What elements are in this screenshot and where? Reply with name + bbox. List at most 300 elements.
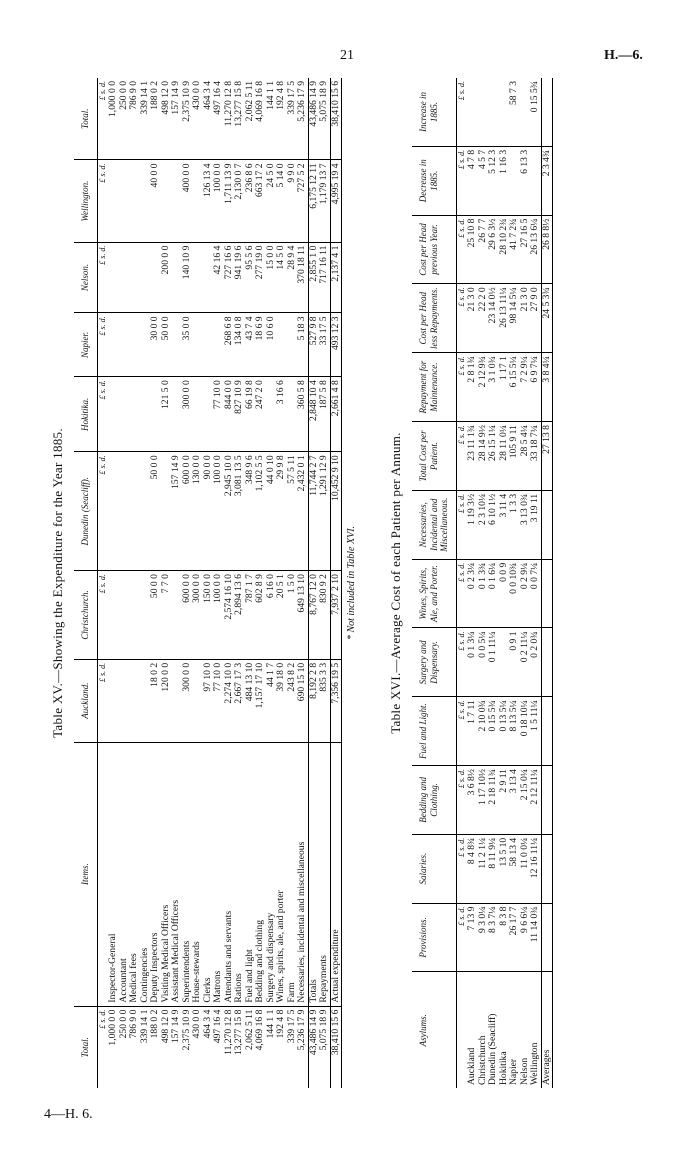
cell-value: 9 3 0¼ <box>478 903 489 972</box>
cell-value: 29 6 3½ <box>488 215 499 284</box>
cell-value: 3 13 4 <box>509 766 520 835</box>
cell-value: 786 9 0 <box>129 78 140 160</box>
cell-value: 250 0 0 <box>117 1009 129 1039</box>
cell-value: 192 4 8 <box>276 78 287 160</box>
lsd-label: £ s. d. <box>456 146 467 215</box>
cell-value: 6 10 1½ <box>488 490 499 559</box>
cell-value: 105 9 11 <box>509 422 520 491</box>
cell-value: 835 3 3 <box>319 659 330 742</box>
cell-value: 1,711 13 9 <box>224 160 235 242</box>
cell-value <box>129 659 140 742</box>
row-label: Necessaries, incidental and miscellaneous <box>297 742 308 1006</box>
cell-value <box>530 146 541 215</box>
cell-value: 3 8 4¼ <box>541 353 553 422</box>
table-xv-note: * Not included in Table XVI. <box>346 525 357 641</box>
cell-value: 1 3 3 <box>509 490 520 559</box>
table-row <box>276 78 287 1088</box>
lsd-label: £ s. d. <box>456 697 467 766</box>
cell-value: 268 6 8 <box>224 313 235 377</box>
cell-value <box>171 242 182 313</box>
cell-value: 600 0 0 <box>182 571 193 660</box>
table-xv <box>50 78 367 1088</box>
cell-value <box>192 242 203 313</box>
column-header: Wines, Spirits, Ale, and Porter. <box>412 559 456 628</box>
cell-value: 2 3 10¼ <box>478 490 489 559</box>
lsd-label: £ s. d. <box>97 78 108 160</box>
table-row <box>488 78 499 1088</box>
cell-value: 827 10 9 <box>234 377 245 452</box>
cell-value: 0 1 11¼ <box>488 628 499 697</box>
cell-value: 1 5 0 <box>287 571 298 660</box>
row-label: Hokitika <box>497 1051 509 1085</box>
cell-value: 4 5 7 <box>478 146 489 215</box>
cell-value: 30 0 0 <box>150 313 161 377</box>
cell-value: 28 11 0¼ <box>499 422 510 491</box>
table-row <box>467 78 478 1088</box>
lsd-label: £ s. d. <box>456 766 467 835</box>
cell-value <box>129 377 140 452</box>
cell-value <box>541 490 553 559</box>
cell-value: 2 9 11 <box>499 766 510 835</box>
column-header: Provisions. <box>412 903 456 972</box>
cell-value: 0 0 10¾ <box>509 559 520 628</box>
cell-value <box>140 242 151 313</box>
cell-value: 27 13 8 <box>541 422 553 491</box>
cell-value: 2 3 4¾ <box>541 146 553 215</box>
cell-value <box>108 571 119 660</box>
cell-value: 7,937 2 10 <box>330 571 342 660</box>
cell-value: 250 0 0 <box>119 78 130 160</box>
cell-value: 6 16 0 <box>266 571 277 660</box>
cell-value: 600 0 0 <box>182 452 193 571</box>
cell-value <box>541 903 553 972</box>
cell-value: 786 9 0 <box>128 1009 139 1039</box>
cell-value: 5,236 17 9 <box>297 78 308 160</box>
cell-value: 2 10 0¾ <box>478 697 489 766</box>
cell-value: 2,894 13 6 <box>234 571 245 660</box>
cell-value <box>119 377 130 452</box>
cell-value: 157 14 9 <box>170 1009 181 1044</box>
cell-value: 28 9 4 <box>287 242 298 313</box>
cell-value: 3 16 6 <box>276 377 287 452</box>
cell-value: 44 1 7 <box>266 659 277 742</box>
row-label: Napier <box>508 1058 519 1085</box>
cell-value: 188 0 2 <box>150 78 161 160</box>
cell-value: 4,069 16 8 <box>254 1009 265 1051</box>
column-header: Auckland. <box>74 659 97 742</box>
lsd-label: £ s. d. <box>456 628 467 697</box>
cell-value: 157 14 9 <box>171 78 182 160</box>
cell-value: 8 4 8¾ <box>467 834 478 903</box>
cell-value: 57 5 11 <box>287 452 298 571</box>
column-header: Napier. <box>74 313 97 377</box>
cell-value: 0 1 3¾ <box>478 559 489 628</box>
cell-value: 464 3 4 <box>203 78 214 160</box>
cell-value: 8 11 9¼ <box>488 834 499 903</box>
cell-value: 348 9 6 <box>245 452 256 571</box>
cell-value: 602 8 9 <box>255 571 266 660</box>
lsd-label: £ s. d. <box>97 1009 107 1029</box>
cell-value <box>541 78 553 146</box>
cell-value: 1 7 11 <box>467 697 478 766</box>
table-row <box>129 78 140 1088</box>
cell-value: 2,661 4 8 <box>330 377 342 452</box>
lsd-label: £ s. d. <box>97 659 108 742</box>
cell-value <box>129 242 140 313</box>
cell-value: 5,236 17 9 <box>296 1009 307 1051</box>
column-header: Repayment for Maintenance. <box>412 353 456 422</box>
cell-value: 2,375 10 9 <box>182 78 193 160</box>
cell-value: 58 7 3 <box>509 78 520 146</box>
row-label: Accountant <box>119 742 130 1006</box>
cell-value: 33 18 7¼ <box>530 422 541 491</box>
cell-value: 2,855 1 0 <box>308 242 319 313</box>
cell-value <box>203 313 214 377</box>
cell-value <box>108 160 119 242</box>
cell-value: 1 17 1 <box>499 353 510 422</box>
expenditure-table <box>74 78 342 1088</box>
cell-value: 1,179 13 7 <box>319 160 330 242</box>
cell-value <box>119 242 130 313</box>
column-header: Cost per Head previous Year. <box>412 215 456 284</box>
cell-value: 43,486 14 9 <box>308 78 319 160</box>
cell-value: 20 5 1 <box>276 571 287 660</box>
table-row <box>150 78 161 1088</box>
cell-value: 6 15 5¼ <box>509 353 520 422</box>
cell-value: 430 0 0 <box>192 78 203 160</box>
cell-value: 1 19 3½ <box>467 490 478 559</box>
cell-value: 21 3 0 <box>520 284 531 353</box>
cell-value: 498 12 0 <box>161 78 172 160</box>
cell-value: 497 16 4 <box>212 1009 223 1044</box>
cell-value: 144 1 1 <box>266 78 277 160</box>
table-xvi <box>388 78 553 1088</box>
cell-value: 25 10 8 <box>467 215 478 284</box>
cell-value: 43 7 4 <box>245 313 256 377</box>
cell-value: 4 7 8 <box>467 146 478 215</box>
cell-value: 35 0 0 <box>182 313 193 377</box>
cell-value: 77 10 0 <box>213 377 224 452</box>
cell-value: 27 9 0 <box>530 284 541 353</box>
row-label: Attendants and servants <box>224 742 235 1006</box>
table-xvi-title: Table XVI.—Average Cost of each Patient per Annum. <box>388 432 403 734</box>
cell-value <box>119 313 130 377</box>
cell-value <box>119 571 130 660</box>
column-header: Hokitika. <box>74 377 97 452</box>
column-header: Salaries. <box>412 834 456 903</box>
cell-value: 0 2 3¼ <box>467 559 478 628</box>
cell-value: 187 5 8 <box>319 377 330 452</box>
lsd-label: £ s. d. <box>456 215 467 284</box>
cell-value: 484 13 10 <box>245 659 256 742</box>
cell-value: 13 5 10 <box>499 834 510 903</box>
cell-value: 43,486 14 9 <box>307 1009 319 1056</box>
cell-value: 8,192 2 8 <box>308 659 319 742</box>
row-label: Totals <box>308 742 319 1006</box>
cell-value: 15 0 0 <box>266 242 277 313</box>
cell-value: 498 12 0 <box>159 1009 171 1044</box>
cell-value: 0 2 0¾ <box>530 628 541 697</box>
row-label: Repayments <box>319 742 330 1006</box>
cell-value: 58 13 4 <box>509 834 520 903</box>
cell-value: 77 10 0 <box>213 659 224 742</box>
cell-value: 1,102 5 5 <box>255 452 266 571</box>
cell-value: 339 14 1 <box>138 1009 150 1044</box>
cell-value: 12 16 11¼ <box>530 834 541 903</box>
cell-value: 5,075 18 9 <box>319 78 330 160</box>
cell-value: 2,667 17 3 <box>234 659 245 742</box>
cell-value: 11 0 0¼ <box>520 834 531 903</box>
lsd-label: £ s. d. <box>97 377 108 452</box>
cell-value: 1,291 12 9 <box>319 452 330 571</box>
cell-value: 38,410 15 6 <box>329 1009 341 1056</box>
cell-value <box>276 313 287 377</box>
cell-value: 24 5 0 <box>266 160 277 242</box>
column-header: Wellington. <box>74 160 97 242</box>
cell-value <box>150 377 161 452</box>
table-row <box>319 78 330 1088</box>
column-header: Asylums. <box>412 972 456 1088</box>
cell-value: 42 16 4 <box>213 242 224 313</box>
lsd-label: £ s. d. <box>456 834 467 903</box>
cell-value: 26 13 6¼ <box>530 215 541 284</box>
cell-value: 6,175 12 11 <box>308 160 319 242</box>
cell-value <box>192 659 203 742</box>
table-row <box>509 78 520 1088</box>
cell-value: 2 18 11¾ <box>488 766 499 835</box>
cell-value: 1 17 10½ <box>478 766 489 835</box>
cell-value: 2,062 5 11 <box>245 78 256 160</box>
table-row <box>171 78 182 1088</box>
cell-value <box>108 242 119 313</box>
cell-value: 370 18 11 <box>297 242 308 313</box>
row-label: Christchurch <box>476 1035 488 1085</box>
cell-value: 5,075 18 9 <box>318 1009 329 1051</box>
cell-value: 13,277 15 8 <box>234 78 245 160</box>
lsd-label: £ s. d. <box>456 78 467 146</box>
cell-value: 243 8 2 <box>287 659 298 742</box>
table-row <box>255 78 266 1088</box>
cell-value <box>129 313 140 377</box>
cell-value: 339 17 5 <box>285 1009 297 1044</box>
cell-value <box>140 377 151 452</box>
cell-value: 497 16 4 <box>213 78 224 160</box>
cell-value: 26 13 11¼ <box>499 284 510 353</box>
table-row <box>330 78 342 1088</box>
row-label: Deputy Inspectors <box>150 742 161 1006</box>
cell-value: 5 18 3 <box>297 313 308 377</box>
cell-value: 0 15 5¾ <box>530 78 541 146</box>
cell-value <box>541 834 553 903</box>
cell-value: 134 0 8 <box>234 313 245 377</box>
cell-value: 10 6 0 <box>266 313 277 377</box>
lsd-label: £ s. d. <box>97 242 108 313</box>
cell-value: 27 16 5 <box>520 215 531 284</box>
cell-value: 1 5 11¼ <box>530 697 541 766</box>
cell-value: 2 15 0¼ <box>520 766 531 835</box>
cell-value: 11,744 2 7 <box>308 452 319 571</box>
cell-value: 200 0 0 <box>161 242 172 313</box>
cell-value: 144 1 1 <box>264 1009 276 1039</box>
cell-value: 1,157 17 10 <box>255 659 266 742</box>
cell-value: 493 12 3 <box>330 313 342 377</box>
cell-value: 50 0 0 <box>161 313 172 377</box>
cell-value: 7 13 9 <box>467 903 478 972</box>
cell-value <box>171 160 182 242</box>
cell-value: 1 16 3 <box>499 146 510 215</box>
cell-value: 941 19 6 <box>234 242 245 313</box>
cell-value: 300 0 0 <box>182 659 193 742</box>
cell-value <box>171 377 182 452</box>
row-label: Medical fees <box>129 742 140 1006</box>
cell-value: 157 14 9 <box>171 452 182 571</box>
cell-value: 0 0 5¼ <box>478 628 489 697</box>
cell-value: 50 0 0 <box>150 571 161 660</box>
lsd-label: £ s. d. <box>97 571 108 660</box>
cell-value: 3 13 0¾ <box>520 490 531 559</box>
cell-value: 0 1 6¼ <box>488 559 499 628</box>
cell-value: 2 12 9¾ <box>478 353 489 422</box>
cell-value: 39 18 0 <box>276 659 287 742</box>
column-header: Christchurch. <box>74 571 97 660</box>
cell-value: 6 9 7¼ <box>530 353 541 422</box>
row-label: Surgery and dispensary <box>266 742 277 1006</box>
cell-value: 236 8 6 <box>245 160 256 242</box>
cell-value <box>108 377 119 452</box>
row-label: Assistant Medical Officers <box>171 742 182 1006</box>
row-label: Rations <box>234 742 245 1006</box>
cell-value: 0 9 1 <box>509 628 520 697</box>
cell-value: 300 0 0 <box>192 571 203 660</box>
row-label: Auckland <box>466 1047 477 1085</box>
cell-value: 2 12 11¼ <box>530 766 541 835</box>
cell-value: 10,452 9 10 <box>330 452 342 571</box>
page-header: H.—6. <box>604 48 643 63</box>
cell-value: 339 14 1 <box>140 78 151 160</box>
cell-value: 126 13 4 <box>203 160 214 242</box>
cell-value: 2,375 10 9 <box>180 1009 192 1051</box>
cell-value: 7 2 9¼ <box>520 353 531 422</box>
cell-value: 3 6 8½ <box>467 766 478 835</box>
cell-value: 26 15 1¼ <box>488 422 499 491</box>
cell-value: 21 3 0 <box>467 284 478 353</box>
cell-value: 1,000 0 0 <box>108 78 119 160</box>
cell-value: 192 4 8 <box>275 1009 286 1039</box>
cell-value: 4,995 19 4 <box>330 160 342 242</box>
cell-value: 277 19 0 <box>255 242 266 313</box>
cell-value: 3 19 11 <box>530 490 541 559</box>
table-row <box>297 78 308 1088</box>
cell-value: 18 6 9 <box>255 313 266 377</box>
cell-value: 22 2 0 <box>478 284 489 353</box>
cell-value: 6 13 3 <box>520 146 531 215</box>
cell-value: 3,081 13 5 <box>234 452 245 571</box>
cell-value <box>119 659 130 742</box>
lsd-label: £ s. d. <box>97 452 108 571</box>
row-label: Clerks <box>203 742 214 1006</box>
cell-value: 130 0 0 <box>192 452 203 571</box>
cell-value: 690 15 10 <box>297 659 308 742</box>
cell-value: 188 0 2 <box>149 1009 160 1039</box>
cell-value: 2 8 1¾ <box>467 353 478 422</box>
cell-value: 26 8 8½ <box>541 215 553 284</box>
cell-value: 38,410 15 6 <box>330 78 342 160</box>
cell-value: 844 0 0 <box>224 377 235 452</box>
cell-value <box>108 313 119 377</box>
cell-value: 830 9 2 <box>319 571 330 660</box>
cell-value: 100 0 0 <box>213 571 224 660</box>
lsd-label: £ s. d. <box>456 284 467 353</box>
cell-value: 0 0 7¼ <box>530 559 541 628</box>
cell-value <box>108 659 119 742</box>
row-label: Bedding and clothing <box>255 742 266 1006</box>
cell-value: 150 0 0 <box>203 571 214 660</box>
cell-value: 0 13 5¼ <box>499 697 510 766</box>
cell-value: 2,848 10 4 <box>308 377 319 452</box>
cell-value: 120 0 0 <box>161 659 172 742</box>
cell-value <box>192 313 203 377</box>
column-header: Increase in 1885. <box>412 78 456 146</box>
cell-value <box>108 452 119 571</box>
cell-value: 41 7 2¾ <box>509 215 520 284</box>
lsd-label: £ s. d. <box>456 559 467 628</box>
cell-value: 26 17 7 <box>509 903 520 972</box>
cell-value: 28 10 2¾ <box>499 215 510 284</box>
lsd-label: £ s. d. <box>456 490 467 559</box>
cell-value <box>171 571 182 660</box>
cell-value: 50 0 0 <box>150 452 161 571</box>
column-header: Dunedin (Seacliff). <box>74 452 97 571</box>
cell-value: 23 11 1¾ <box>467 422 478 491</box>
cell-value: 9 6 6¼ <box>520 903 531 972</box>
row-label: Contingencies <box>140 742 151 1006</box>
cell-value: 140 10 9 <box>182 242 193 313</box>
cell-value: 787 1 7 <box>245 571 256 660</box>
table-row <box>108 78 119 1088</box>
cell-value: 97 10 0 <box>203 659 214 742</box>
row-label: Matrons <box>213 742 224 1006</box>
cell-value <box>488 78 499 146</box>
row-label: Superintendents <box>182 742 193 1006</box>
cell-value: 121 5 0 <box>161 377 172 452</box>
cell-value: 339 17 5 <box>287 78 298 160</box>
cell-value <box>161 160 172 242</box>
table-row <box>192 78 203 1088</box>
row-label: Nelson <box>518 1057 530 1085</box>
page-footer: 4—H. 6. <box>44 1107 93 1122</box>
cell-value: 2,574 16 10 <box>224 571 235 660</box>
cell-value: 11,270 12 8 <box>222 1009 234 1055</box>
row-label: Actual expenditure <box>330 742 342 1006</box>
cell-value: 24 5 3¾ <box>541 284 553 353</box>
cell-value: 2,274 10 0 <box>224 659 235 742</box>
table-row <box>530 78 541 1088</box>
column-header: Bedding and Clothing. <box>412 766 456 835</box>
cell-value: 11,270 12 8 <box>224 78 235 160</box>
cell-value: 649 13 10 <box>297 571 308 660</box>
cell-value: 1,000 0 0 <box>107 1009 118 1046</box>
cell-value <box>129 452 140 571</box>
cell-value: 527 9 8 <box>308 313 319 377</box>
cell-value <box>509 146 520 215</box>
row-label: Fuel and light <box>245 742 256 1006</box>
cell-value: 33 17 5 <box>319 313 330 377</box>
cell-value: 8 3 7¼ <box>488 903 499 972</box>
cell-value <box>541 559 553 628</box>
cell-value: 0 18 10¼ <box>520 697 531 766</box>
column-header: Items. <box>74 742 97 1006</box>
table-row <box>234 78 245 1088</box>
